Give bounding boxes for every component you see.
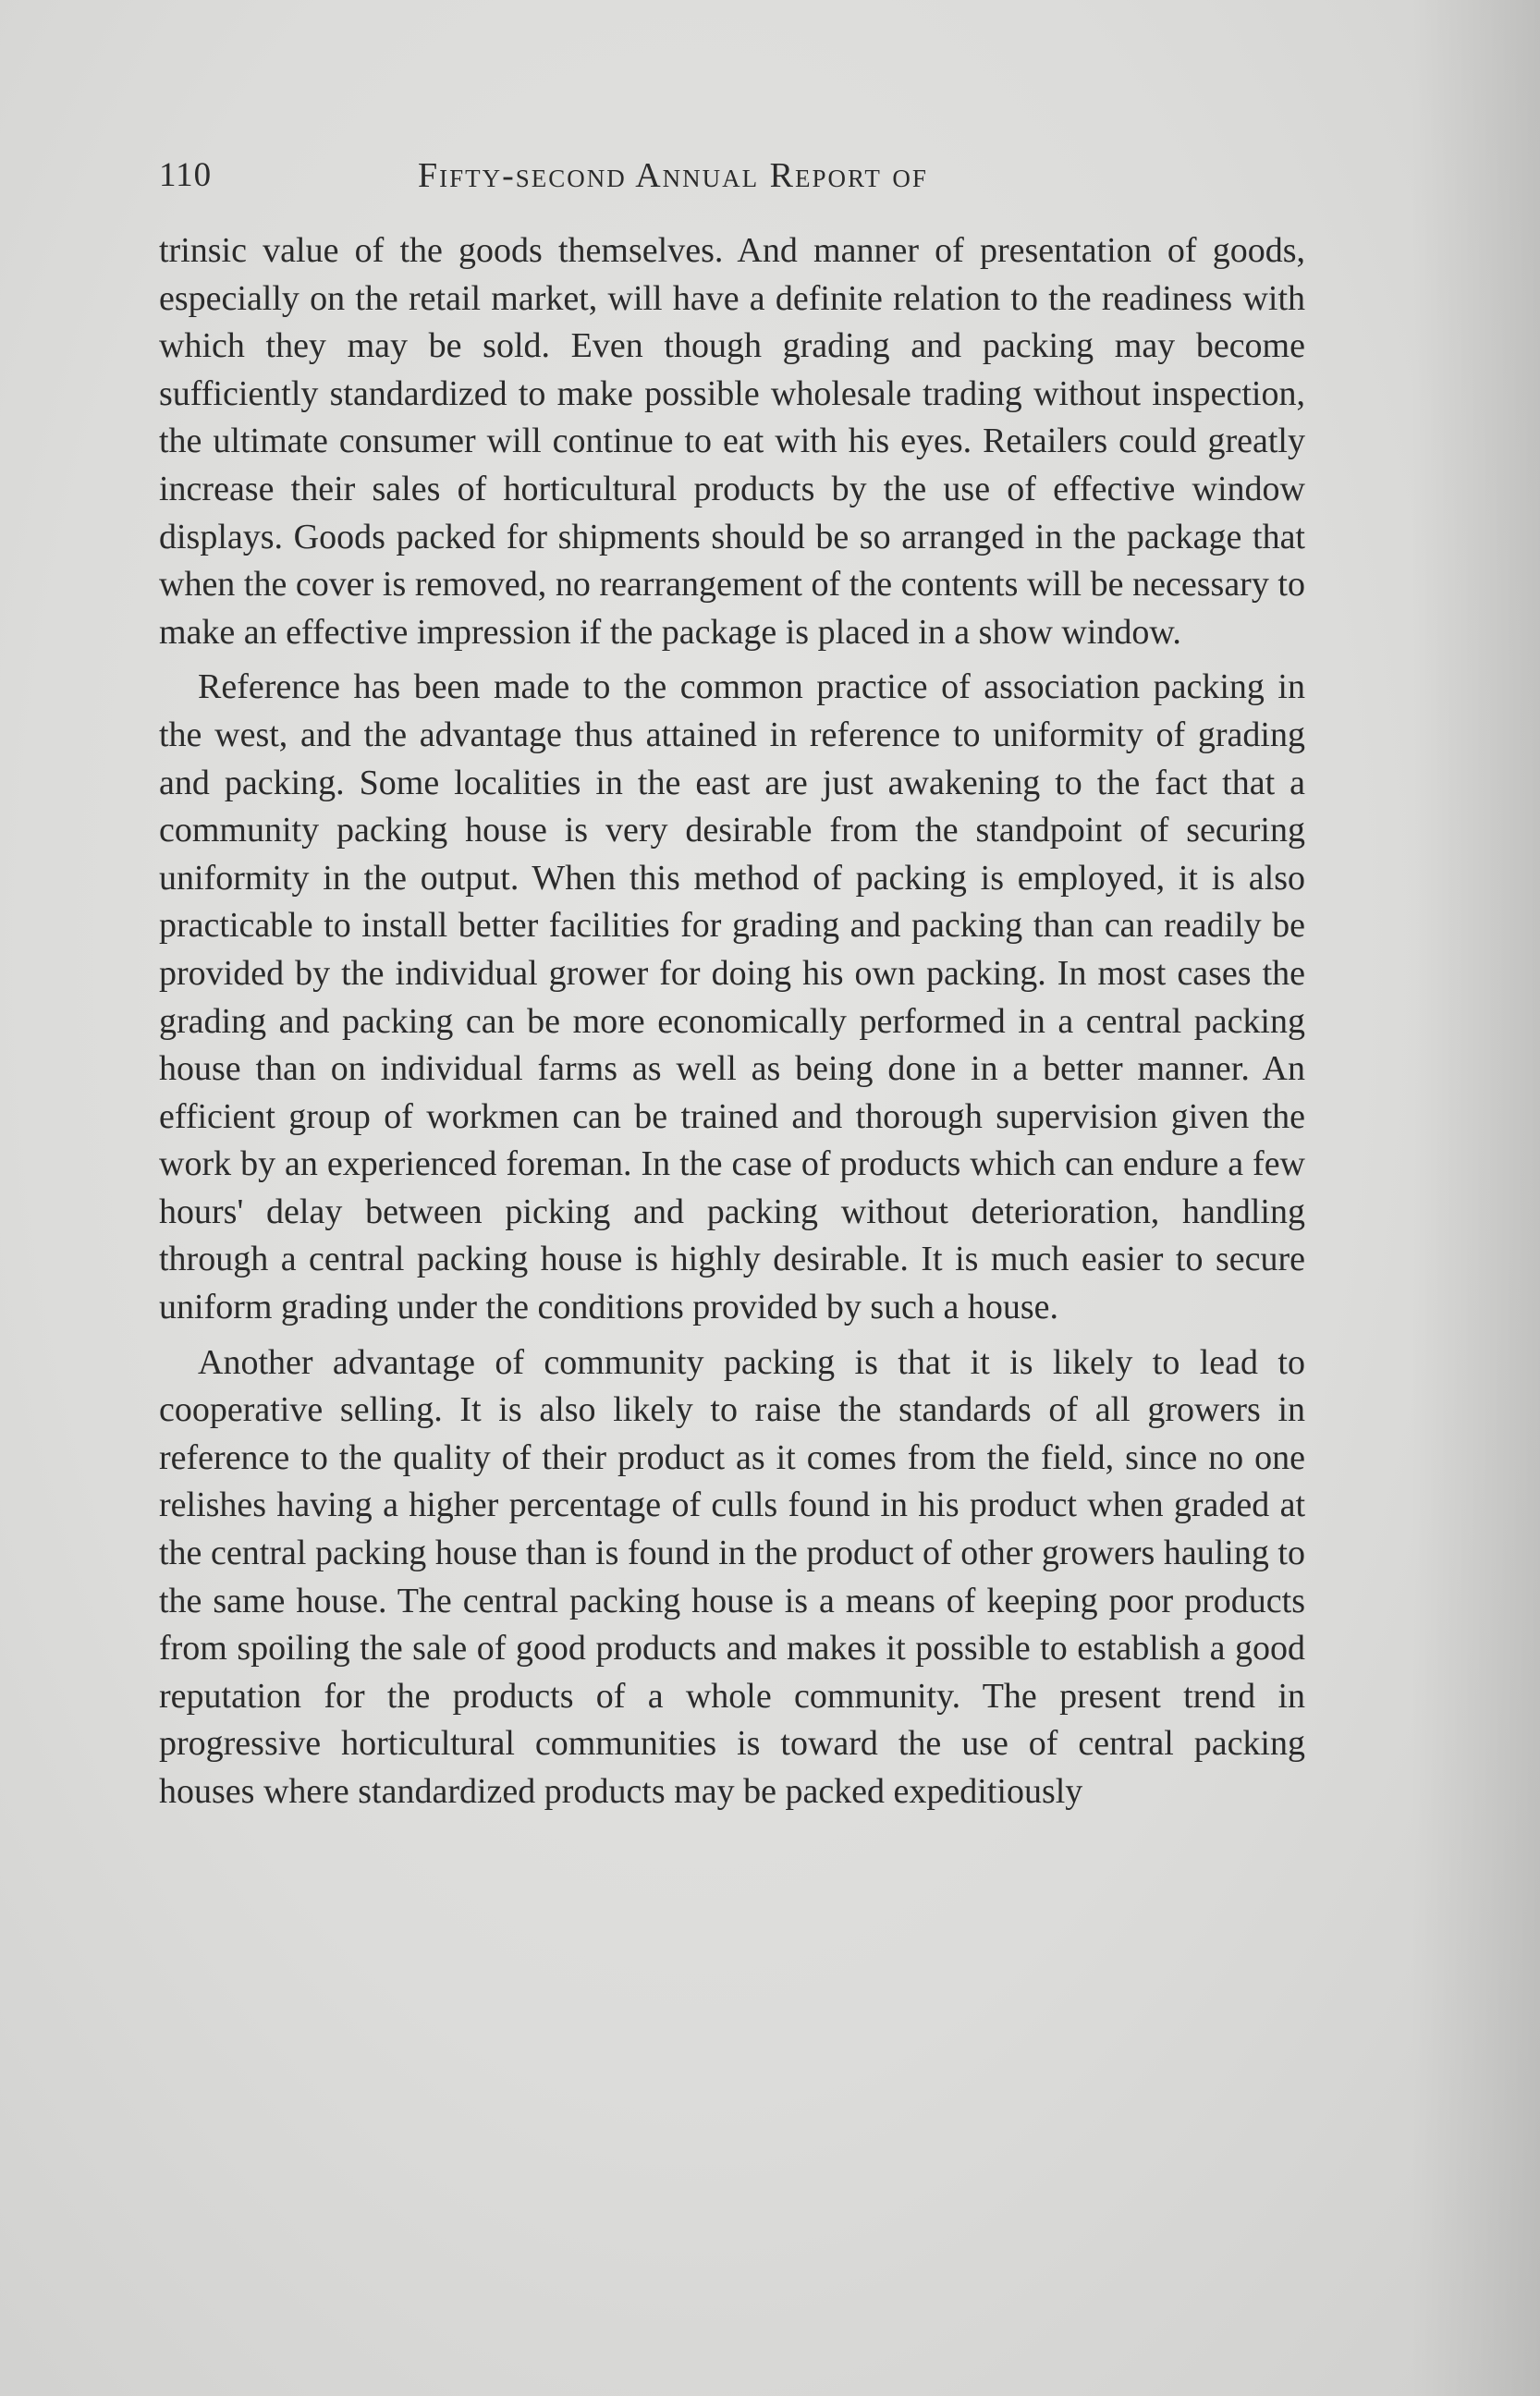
paragraph-community-packing: Reference has been made to the common practice of association packing in the west, and the advantage thus attained in reference to uniformity of grading and packing. Some localities in the east are just awakening to the fact that a community packing house is very desirable from the standpoint of securing uniformity in the output. When this method of packing is employed, it is also practicable to install better facilities for grading and packing than can readily be provided by the individual grower for doing his own packing. In most cases the grading and packing can be more economically performed in a central packing house than on individual farms as well as being done in a better manner. An efficient group of workmen can be trained and thorough supervision given the work by an experienced foreman. In the case of products which can endure a few hours' delay between picking and packing without deterioration, handling through a central packing house is highly desirable. It is much easier to secure uniform grading under the conditions provided by such a house. — [159, 667, 1305, 1327]
paragraph-cooperative-selling: Another advantage of community packing is that it is likely to lead to cooperative selling. It is also likely to raise the standards of all growers in reference to the quality of their product as it comes from the field, since no one relishes having a higher percentage of culls found in his product when graded at the central packing house than is found in the product of other growers hauling to the same house. The central packing house is a means of keeping poor products from spoiling the sale of good products and makes it possible to establish a good reputation for the products of a whole community. The present trend in progressive horticultural communities is toward the use of central packing houses where standardized products may be packed expeditiously — [159, 1342, 1305, 1811]
body-text — [159, 227, 1305, 1824]
page-number: 110 — [159, 156, 213, 194]
running-title: Fifty-second Annual Report of — [418, 156, 928, 195]
paragraph-continuation: trinsic value of the goods themselves. And manner of presentation of goods, especially on the retail market, will have a definite relation to the readiness with which they may be sold. Even though grading and packing may become sufficiently standardized to make possible wholesale trading without inspection, the ultimate consumer will continue to eat with his eyes. Retailers could greatly increase their sales of horticultural products by the use of effective window displays. Goods packed for shipments should be so arranged in the package that when the cover is removed, no rearrangement of the contents will be necessary to make an effective impression if the package is placed in a show window. — [159, 231, 1305, 652]
page-header — [159, 148, 1305, 203]
